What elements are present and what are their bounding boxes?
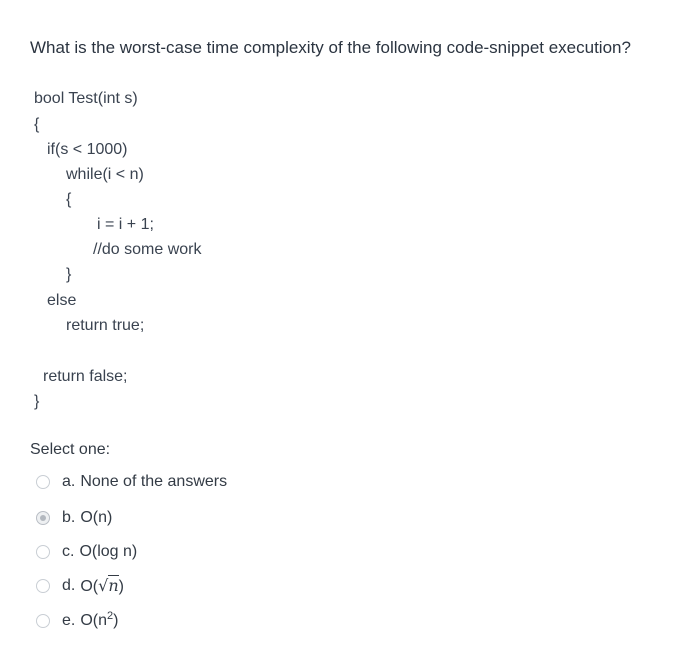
code-line: i = i + 1; bbox=[97, 216, 154, 233]
code-line: else bbox=[47, 292, 77, 309]
select-one-label: Select one: bbox=[30, 441, 111, 458]
sqrt-symbol: √ bbox=[98, 576, 109, 595]
option-letter: e. bbox=[62, 612, 76, 629]
sqrt-radicand: n bbox=[108, 576, 119, 595]
option-text bbox=[80, 612, 118, 630]
code-line: if(s < 1000) bbox=[47, 141, 128, 158]
option-text-suffix: ) bbox=[118, 578, 124, 595]
option-letter: a. bbox=[62, 473, 76, 490]
code-line: return false; bbox=[43, 368, 128, 385]
answer-option-e[interactable] bbox=[36, 609, 118, 633]
answer-option-c[interactable] bbox=[36, 540, 137, 564]
option-text bbox=[80, 576, 124, 596]
option-text-suffix: ) bbox=[113, 612, 119, 629]
option-text-prefix: O( bbox=[80, 578, 99, 595]
code-line: } bbox=[34, 393, 40, 410]
radio-button[interactable] bbox=[36, 475, 50, 489]
option-text: O(n) bbox=[80, 509, 113, 526]
radio-button-selected[interactable] bbox=[36, 511, 50, 525]
answer-option-d[interactable] bbox=[36, 574, 124, 598]
option-letter: b. bbox=[62, 509, 76, 526]
option-letter: c. bbox=[62, 543, 75, 560]
question-text: What is the worst-case time complexity of the following code-snippet execution? bbox=[30, 38, 631, 57]
option-letter: d. bbox=[62, 577, 76, 594]
code-line: return true; bbox=[66, 317, 145, 334]
radio-button[interactable] bbox=[36, 614, 50, 628]
code-line: } bbox=[66, 266, 72, 283]
code-line: { bbox=[66, 191, 72, 208]
option-text: None of the answers bbox=[80, 473, 228, 490]
answer-option-b[interactable] bbox=[36, 506, 112, 530]
code-line: bool Test(int s) bbox=[34, 90, 138, 107]
answer-option-a[interactable] bbox=[36, 470, 227, 494]
exponent: 2 bbox=[107, 610, 114, 622]
option-text-prefix: O(n bbox=[80, 612, 108, 629]
radio-button[interactable] bbox=[36, 545, 50, 559]
code-line: while(i < n) bbox=[66, 166, 144, 183]
option-text: O(log n) bbox=[79, 543, 138, 560]
radio-button[interactable] bbox=[36, 579, 50, 593]
code-line: { bbox=[34, 116, 40, 133]
code-line: //do some work bbox=[93, 241, 202, 258]
